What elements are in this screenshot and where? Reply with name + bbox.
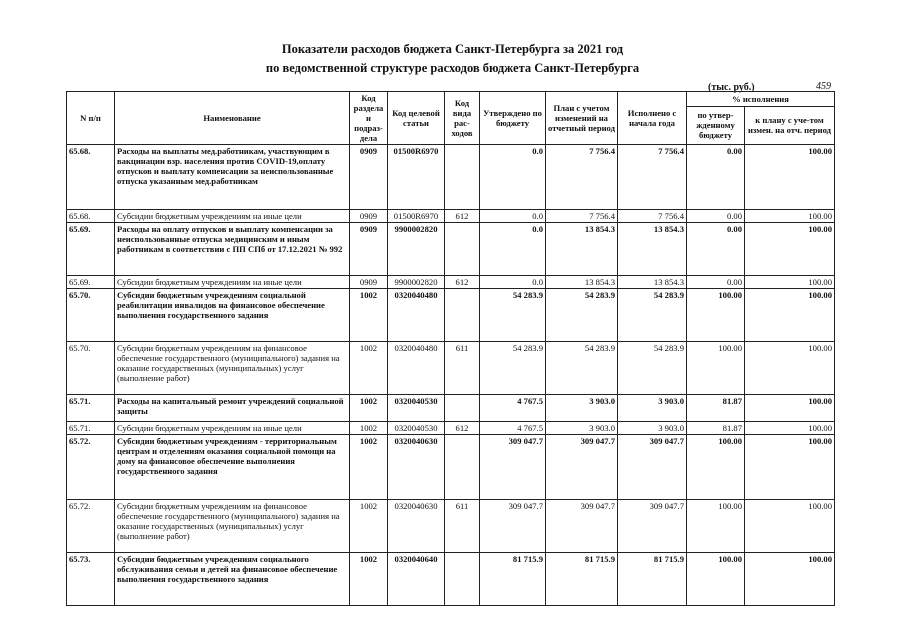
page-number: 459 [816,81,831,92]
row-pct-approved: 100.00 [687,500,745,553]
row-name: Субсидии бюджетным учреждениям на финансовое обеспечение государственного (муниципального) задания на оказание государственных (муниципальных) услуг (выполнение работ) [115,342,350,395]
row-target-code: 0320040530 [388,422,445,435]
table-row [67,289,835,342]
row-number: 65.69. [67,276,115,289]
row-type-code [445,553,480,606]
unit-note: (тыс. руб.) [708,82,755,93]
row-pct-approved: 0.00 [687,276,745,289]
header-num: N п/п [67,92,115,145]
table-row [67,210,835,223]
row-executed: 54 283.9 [618,289,687,342]
header-name: Наименование [115,92,350,145]
table-row [67,435,835,500]
row-pct-approved: 0.00 [687,223,745,276]
row-target-code: 0320040530 [388,395,445,422]
row-name: Субсидии бюджетным учреждениям на финансовое обеспечение государственного (муниципального) задания на оказание государственных (муниципальных) услуг (выполнение работ) [115,500,350,553]
row-pct-approved: 100.00 [687,342,745,395]
row-name: Расходы на капитальный ремонт учреждений социальной защиты [115,395,350,422]
row-plan: 54 283.9 [546,342,618,395]
table-row [67,395,835,422]
row-executed: 3 903.0 [618,422,687,435]
row-executed: 13 854.3 [618,276,687,289]
header-section: Код раздела и подраз-дела [350,92,388,145]
row-section-code: 1002 [350,553,388,606]
header-target: Код целевой статьи [388,92,445,145]
row-number: 65.71. [67,395,115,422]
row-approved: 309 047.7 [480,500,546,553]
row-number: 65.73. [67,553,115,606]
row-type-code: 612 [445,422,480,435]
row-number: 65.70. [67,289,115,342]
row-approved: 0.0 [480,210,546,223]
row-executed: 309 047.7 [618,435,687,500]
header-type: Код вида рас-ходов [445,92,480,145]
table-row [67,276,835,289]
row-pct-approved: 81.87 [687,422,745,435]
row-target-code: 9900002820 [388,223,445,276]
row-type-code [445,435,480,500]
row-plan: 7 756.4 [546,145,618,210]
row-plan: 3 903.0 [546,422,618,435]
table-row [67,500,835,553]
row-pct-plan: 100.00 [745,422,835,435]
row-plan: 7 756.4 [546,210,618,223]
row-name: Субсидии бюджетным учреждениям социального обслуживания семьи и детей на финансовое обеспечение выполнения государственного задания [115,553,350,606]
row-number: 65.72. [67,500,115,553]
row-number: 65.68. [67,210,115,223]
row-type-code: 611 [445,500,480,553]
row-name: Субсидии бюджетным учреждениям на иные цели [115,422,350,435]
row-section-code: 0909 [350,210,388,223]
row-approved: 54 283.9 [480,289,546,342]
row-executed: 309 047.7 [618,500,687,553]
row-number: 65.71. [67,422,115,435]
row-target-code: 0320040480 [388,342,445,395]
table-row [67,422,835,435]
row-target-code: 01500R6970 [388,210,445,223]
row-name: Субсидии бюджетным учреждениям на иные цели [115,210,350,223]
row-pct-approved: 100.00 [687,289,745,342]
row-number: 65.70. [67,342,115,395]
row-pct-plan: 100.00 [745,223,835,276]
row-plan: 54 283.9 [546,289,618,342]
row-name: Субсидии бюджетным учреждениям на иные цели [115,276,350,289]
header-plan: План с учетом изменений на отчетный период [546,92,618,145]
table-row [67,223,835,276]
row-section-code: 1002 [350,500,388,553]
row-pct-plan: 100.00 [745,210,835,223]
row-target-code: 9900002820 [388,276,445,289]
row-section-code: 1002 [350,289,388,342]
row-executed: 7 756.4 [618,145,687,210]
header-pct-approved: по утвер-жденному бюджету [687,106,745,144]
row-type-code [445,145,480,210]
row-pct-approved: 0.00 [687,145,745,210]
row-executed: 7 756.4 [618,210,687,223]
table-row [67,553,835,606]
row-pct-plan: 100.00 [745,289,835,342]
row-pct-plan: 100.00 [745,553,835,606]
row-executed: 54 283.9 [618,342,687,395]
row-type-code [445,395,480,422]
row-executed: 3 903.0 [618,395,687,422]
page-title [0,40,905,78]
row-name: Субсидии бюджетным учреждениям социальной реабилитации инвалидов на финансовое обеспечение выполнения государственного задания [115,289,350,342]
table-body [67,145,835,606]
table-row [67,145,835,210]
header-executed: Исполнено с начала года [618,92,687,145]
row-pct-plan: 100.00 [745,145,835,210]
row-type-code: 612 [445,210,480,223]
row-approved: 0.0 [480,145,546,210]
title-line-1: Показатели расходов бюджета Санкт-Петербурга за 2021 год [281,42,624,56]
row-approved: 309 047.7 [480,435,546,500]
row-approved: 54 283.9 [480,342,546,395]
row-type-code [445,289,480,342]
row-name: Расходы на оплату отпусков и выплату компенсации за неиспользованные отпуска медицинским и иным работникам в соответствии с ПП СПб от 17.12.2021 № 992 [115,223,350,276]
row-pct-plan: 100.00 [745,276,835,289]
row-name: Субсидии бюджетным учреждениям - территориальным центрам и отделениям оказания социальной помощи на дому на финансовое обеспечение выполнения государственного задания [115,435,350,500]
row-section-code: 1002 [350,435,388,500]
row-pct-plan: 100.00 [745,500,835,553]
row-pct-approved: 0.00 [687,210,745,223]
header-approved: Утверждено по бюджету [480,92,546,145]
title-line-2: по ведомственной структуре расходов бюджета Санкт-Петербурга [265,61,640,75]
row-plan: 309 047.7 [546,435,618,500]
budget-table [66,91,835,606]
row-name: Расходы на выплаты мед.работникам, участвующим в вакцинации взр. населения против COVID-19,оплату отпусков и выплату компенсации за неиспользованные отпуска указанным мед.работникам [115,145,350,210]
row-pct-approved: 81.87 [687,395,745,422]
row-executed: 81 715.9 [618,553,687,606]
row-plan: 3 903.0 [546,395,618,422]
row-executed: 13 854.3 [618,223,687,276]
row-approved: 4 767.5 [480,422,546,435]
row-number: 65.72. [67,435,115,500]
row-section-code: 1002 [350,342,388,395]
row-type-code: 612 [445,276,480,289]
row-target-code: 0320040640 [388,553,445,606]
row-pct-plan: 100.00 [745,435,835,500]
row-approved: 0.0 [480,276,546,289]
table-row [67,342,835,395]
row-type-code [445,223,480,276]
row-plan: 13 854.3 [546,276,618,289]
row-pct-approved: 100.00 [687,435,745,500]
row-section-code: 0909 [350,223,388,276]
row-pct-plan: 100.00 [745,395,835,422]
header-pct-plan: к плану с уче-том измен. на отч. период [745,106,835,144]
row-pct-approved: 100.00 [687,553,745,606]
table-header [67,92,835,145]
header-percent-group: % исполнения [687,92,835,107]
row-target-code: 0320040630 [388,435,445,500]
row-plan: 13 854.3 [546,223,618,276]
row-approved: 81 715.9 [480,553,546,606]
row-type-code: 611 [445,342,480,395]
row-plan: 309 047.7 [546,500,618,553]
row-section-code: 1002 [350,395,388,422]
row-section-code: 0909 [350,276,388,289]
row-plan: 81 715.9 [546,553,618,606]
row-section-code: 1002 [350,422,388,435]
row-section-code: 0909 [350,145,388,210]
row-number: 65.69. [67,223,115,276]
row-number: 65.68. [67,145,115,210]
row-target-code: 0320040630 [388,500,445,553]
row-approved: 0.0 [480,223,546,276]
row-target-code: 01500R6970 [388,145,445,210]
row-target-code: 0320040480 [388,289,445,342]
row-approved: 4 767.5 [480,395,546,422]
row-pct-plan: 100.00 [745,342,835,395]
